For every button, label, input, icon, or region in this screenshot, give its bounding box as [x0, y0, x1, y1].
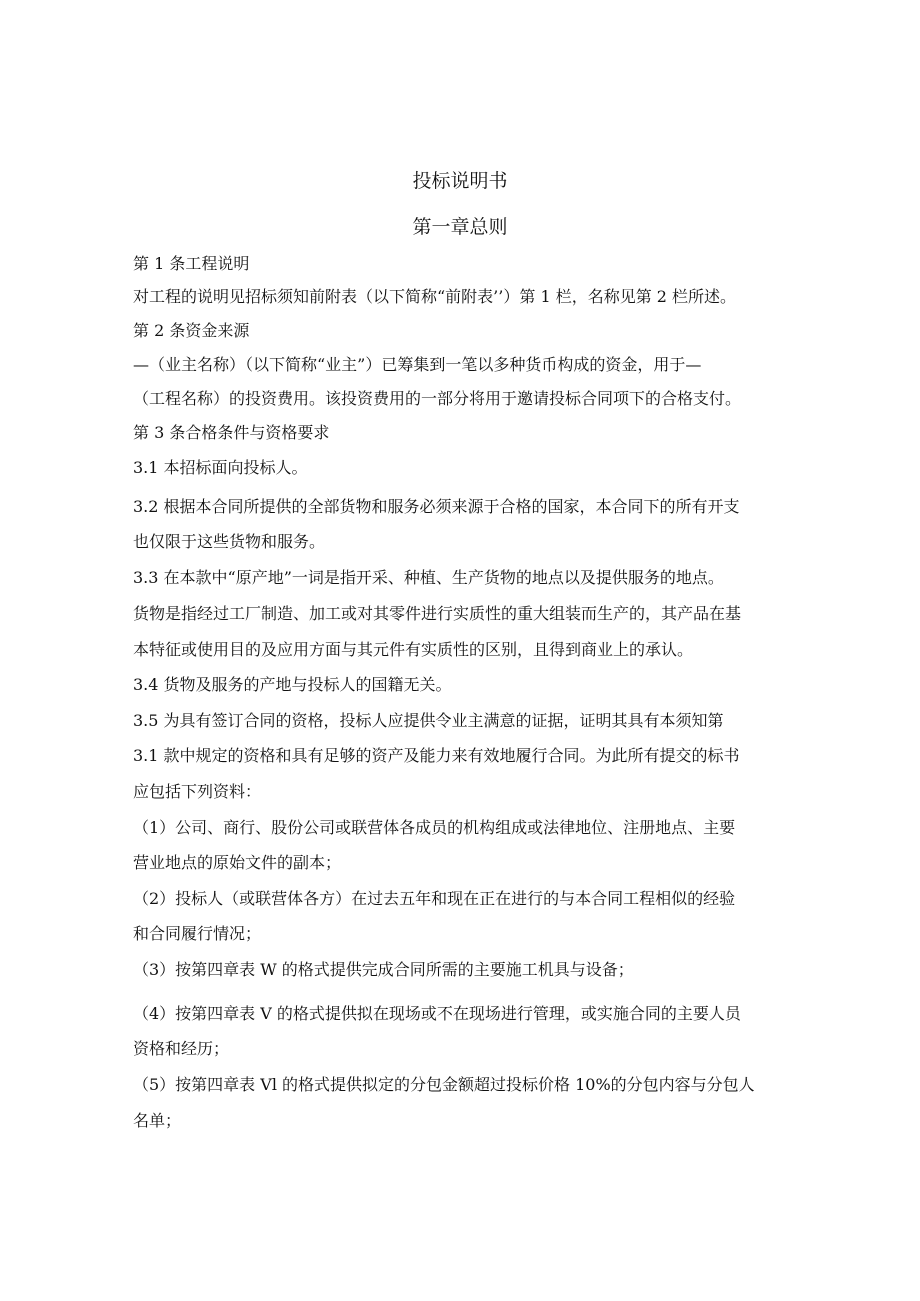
article-heading: 第 3 条合格条件与资格要求 [133, 423, 330, 442]
paragraph-line: 3.1 款中规定的资格和具有足够的资产及能力来有效地履行合同。为此所有提交的标书 [133, 746, 740, 765]
article-heading: 第 1 条工程说明 [133, 254, 250, 273]
paragraph-line: 货物是指经过工厂制造、加工或对其零件进行实质性的重大组装而生产的，其产品在基 [133, 604, 742, 623]
article-heading: 第 2 条资金来源 [133, 321, 250, 340]
list-item-line: （5）按第四章表 Vl 的格式提供拟定的分包金额超过投标价格 10%的分包内容与分包人 [133, 1075, 755, 1094]
paragraph-line: 3.3 在本款中“原产地”一词是指开采、种植、生产货物的地点以及提供服务的地点。 [133, 568, 724, 587]
paragraph-line: 对工程的说明见招标须知前附表（以下简称“前附表’’）第 1 栏，名称见第 2 栏所述。 [133, 287, 737, 306]
chapter-heading: 第一章总则 [412, 216, 508, 238]
paragraph-line: 也仅限于这些货物和服务。 [133, 532, 326, 551]
paragraph-line: —（业主名称）（以下简称“业主”）已筹集到一笔以多种货币构成的资金，用于— [133, 355, 702, 374]
document-title: 投标说明书 [412, 170, 508, 192]
paragraph-line: 3.1 本招标面向投标人。 [133, 458, 308, 477]
paragraph-line: 应包括下列资料： [133, 782, 262, 801]
list-item-line: 资格和经历； [133, 1039, 230, 1058]
paragraph-line: 3.4 货物及服务的产地与投标人的国籍无关。 [133, 675, 452, 694]
list-item-line: 营业地点的原始文件的副本； [133, 853, 342, 872]
paragraph-line: （工程名称）的投资费用。该投资费用的一部分将用于邀请投标合同项下的合格支付。 [133, 389, 742, 408]
list-item-line: （2）投标人（或联营体各方）在过去五年和现在正在进行的与本合同工程相似的经验 [133, 889, 736, 908]
paragraph-line: 3.2 根据本合同所提供的全部货物和服务必须来源于合格的国家，本合同下的所有开支 [133, 497, 740, 516]
paragraph-line: 3.5 为具有签订合同的资格，投标人应提供令业主满意的证据，证明其具有本须知第 [133, 711, 724, 730]
paragraph-line: 本特征或使用目的及应用方面与其元件有实质性的区别，且得到商业上的承认。 [133, 640, 694, 659]
list-item-line: （3）按第四章表 W 的格式提供完成合同所需的主要施工机具与设备； [133, 960, 634, 979]
list-item-line: （1）公司、商行、股份公司或联营体各成员的机构组成或法律地位、注册地点、主要 [133, 818, 736, 837]
list-item-line: 名单； [133, 1111, 182, 1130]
list-item-line: （4）按第四章表 V 的格式提供拟在现场或不在现场进行管理，或实施合同的主要人员 [133, 1004, 741, 1023]
list-item-line: 和合同履行情况； [133, 924, 262, 943]
